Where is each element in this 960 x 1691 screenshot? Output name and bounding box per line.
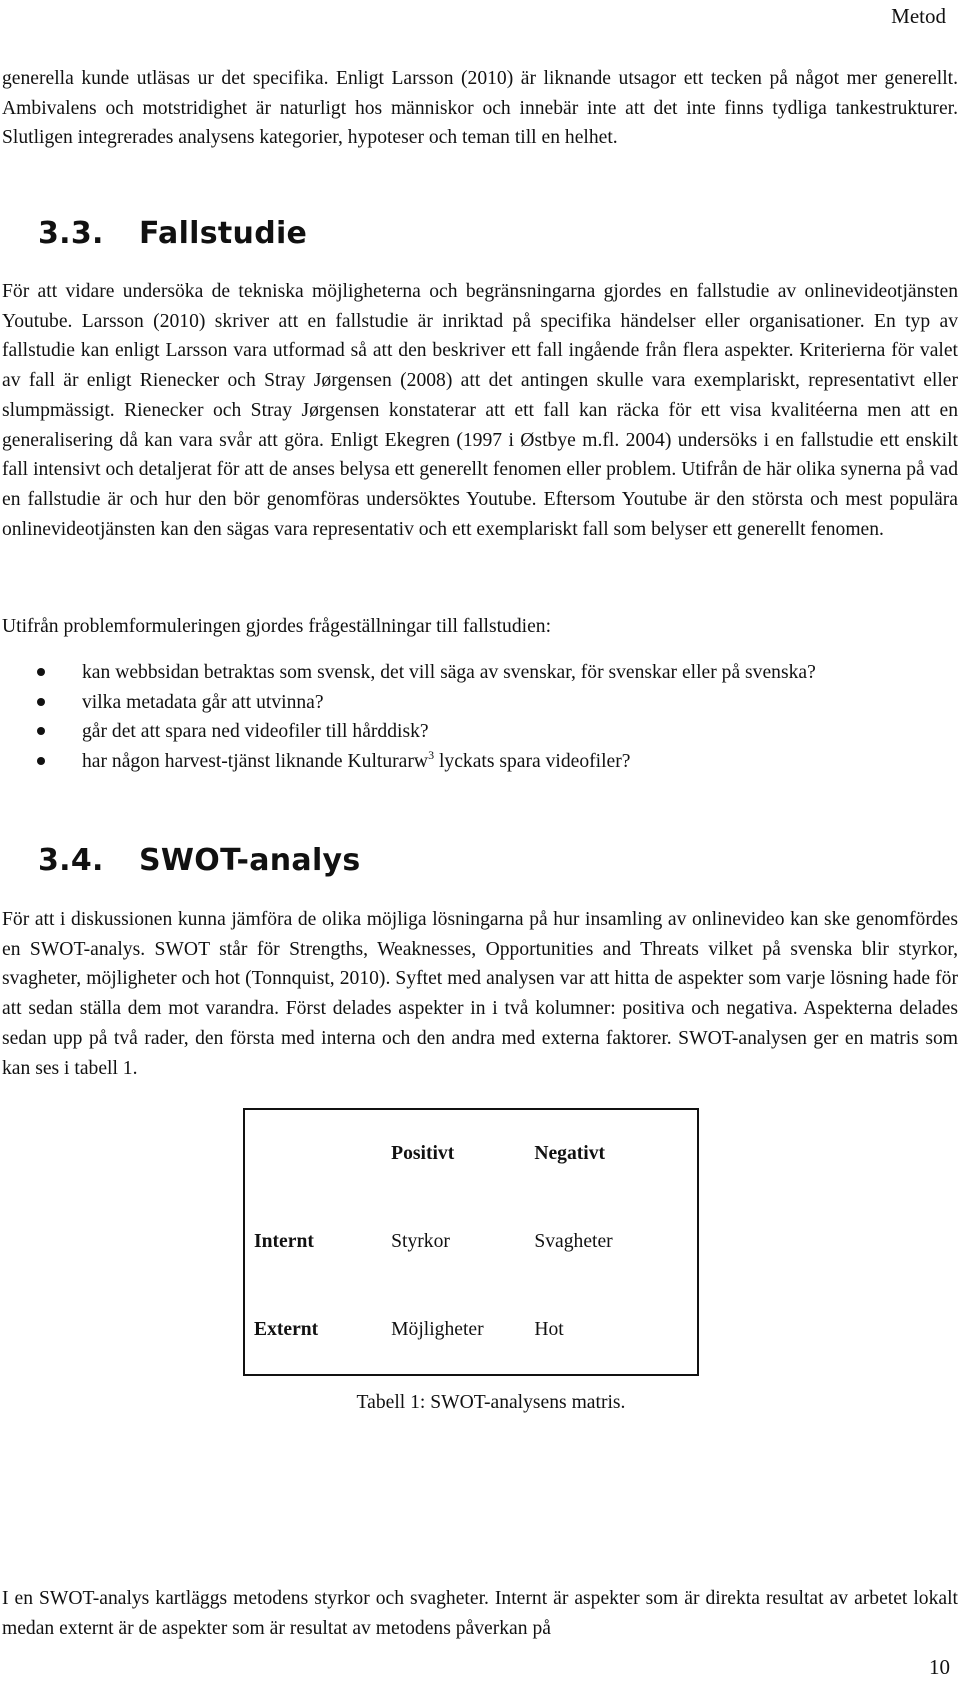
intro-paragraph: generella kunde utläsas ur det specifika. Enligt Larsson (2010) är liknande utsagor ett tecken på något mer generellt. Ambivalens och motstridighet är naturligt hos människor och innebär inte att det inte finns tydliga tankestrukturer. Slutligen integrerades analysens kategorier, hypoteser och teman till en helhet. bbox=[2, 68, 958, 149]
table-header-cell: Negativt bbox=[534, 1143, 606, 1164]
table-cell: Styrkor bbox=[391, 1231, 450, 1252]
table-cell: Möjligheter bbox=[391, 1319, 484, 1340]
table-cell bbox=[244, 1109, 382, 1198]
page-number: 10 bbox=[929, 1655, 950, 1679]
list-item bbox=[0, 747, 958, 777]
section-heading-3-3 bbox=[38, 216, 307, 252]
bullet-icon bbox=[37, 668, 45, 676]
question-text-part: lyckats spara videofiler? bbox=[434, 750, 631, 772]
running-header: Metod bbox=[891, 4, 946, 28]
table-header-cell: Positivt bbox=[391, 1143, 455, 1164]
section-number: 3.3. bbox=[38, 216, 104, 251]
fallstudie-paragraph: För att vidare undersöka de tekniska möjligheterna och begränsningarna gjordes en fallstudie av onlinevideotjänsten Youtube. Larsson (2010) skriver att en fallstudie är inriktad på specifika händelser eller organisationer. En typ av fallstudie kan enligt Larsson vara utformad så att den beskriver ett fall ingående från flera aspekter. Kriterierna för valet av fall är enligt Rienecker och Stray Jørgensen (2008) att det antingen skulle vara exemplariskt, representativt eller slumpmässigt. Rienecker och Stray Jørgensen konstaterar att ett fall kan räcka för ett visa kvalitéerna men att en generalisering då kan vara svår att göra. Enligt Ekegren (1997 i Østbye m.fl. 2004) undersöks i en fallstudie ett enskilt fall intensivt och detaljerat för att de anses belysa ett generellt fenomen eller problem. Utifrån de här olika synerna på vad en fallstudie är och hur den bör genomföras undersöktes Youtube. Eftersom Youtube är den största och mest populära onlinevideotjänsten kan den sägas vara representativ och ett exemplariskt fall som belyser ett generellt fenomen. bbox=[2, 281, 958, 540]
section-title: SWOT-analys bbox=[139, 843, 361, 878]
table-cell: Hot bbox=[534, 1319, 564, 1340]
table-row bbox=[244, 1286, 698, 1375]
closing-paragraph: I en SWOT-analys kartläggs metodens styrkor och svagheter. Internt är aspekter som är direkta resultat av arbetet lokalt medan externt är de aspekter som är resultat av metodens påverkan på bbox=[2, 1588, 958, 1639]
footnote-marker: 3 bbox=[428, 747, 435, 762]
list-item bbox=[0, 658, 958, 688]
section-number: 3.4. bbox=[38, 843, 104, 878]
question-text: kan webbsidan betraktas som svensk, det vill säga av svenskar, för svenskar eller på svenska? bbox=[82, 662, 816, 683]
question-text bbox=[82, 747, 958, 777]
swot-paragraph: För att i diskussionen kunna jämföra de olika möjliga lösningarna på hur insamling av onlinevideo kan ske genomfördes en SWOT-analys. SWOT står för Strengths, Weaknesses, Opportunities and Threats vilket på svenska blir styrkor, svagheter, möjligheter och hot (Tonnquist, 2010). Syftet med analysen var att hitta de aspekter som varje lösning hade för att sedan ställa dem mot varandra. Först delades aspekter in i två kolumner: positiva och negativa. Aspekterna delades sedan upp på två rader, den första med interna och den andra med externa faktorer. SWOT-analysen ger en matris som kan ses i tabell 1. bbox=[2, 909, 958, 1079]
question-text: vilka metadata går att utvinna? bbox=[82, 691, 324, 713]
swot-matrix-table bbox=[243, 1108, 699, 1376]
section-heading-3-4 bbox=[38, 843, 361, 879]
table-row-header: Externt bbox=[254, 1319, 319, 1340]
list-item bbox=[0, 688, 958, 718]
bullet-icon bbox=[37, 757, 45, 765]
table-caption: Tabell 1: SWOT-analysens matris. bbox=[356, 1392, 626, 1413]
question-list bbox=[0, 658, 958, 776]
bullet-icon bbox=[37, 698, 45, 706]
table-row-header: Internt bbox=[254, 1231, 314, 1252]
questions-intro: Utifrån problemformuleringen gjordes frågeställningar till fallstudien: bbox=[2, 616, 552, 637]
bullet-icon bbox=[37, 727, 45, 735]
question-text: går det att spara ned videofiler till hårddisk? bbox=[82, 721, 429, 742]
list-item bbox=[0, 717, 958, 747]
table-row bbox=[244, 1109, 698, 1198]
question-text-part: har någon harvest-tjänst liknande Kulturarw bbox=[82, 750, 429, 772]
table-cell: Svagheter bbox=[534, 1231, 613, 1252]
table-row bbox=[244, 1198, 698, 1286]
section-title: Fallstudie bbox=[139, 216, 308, 251]
